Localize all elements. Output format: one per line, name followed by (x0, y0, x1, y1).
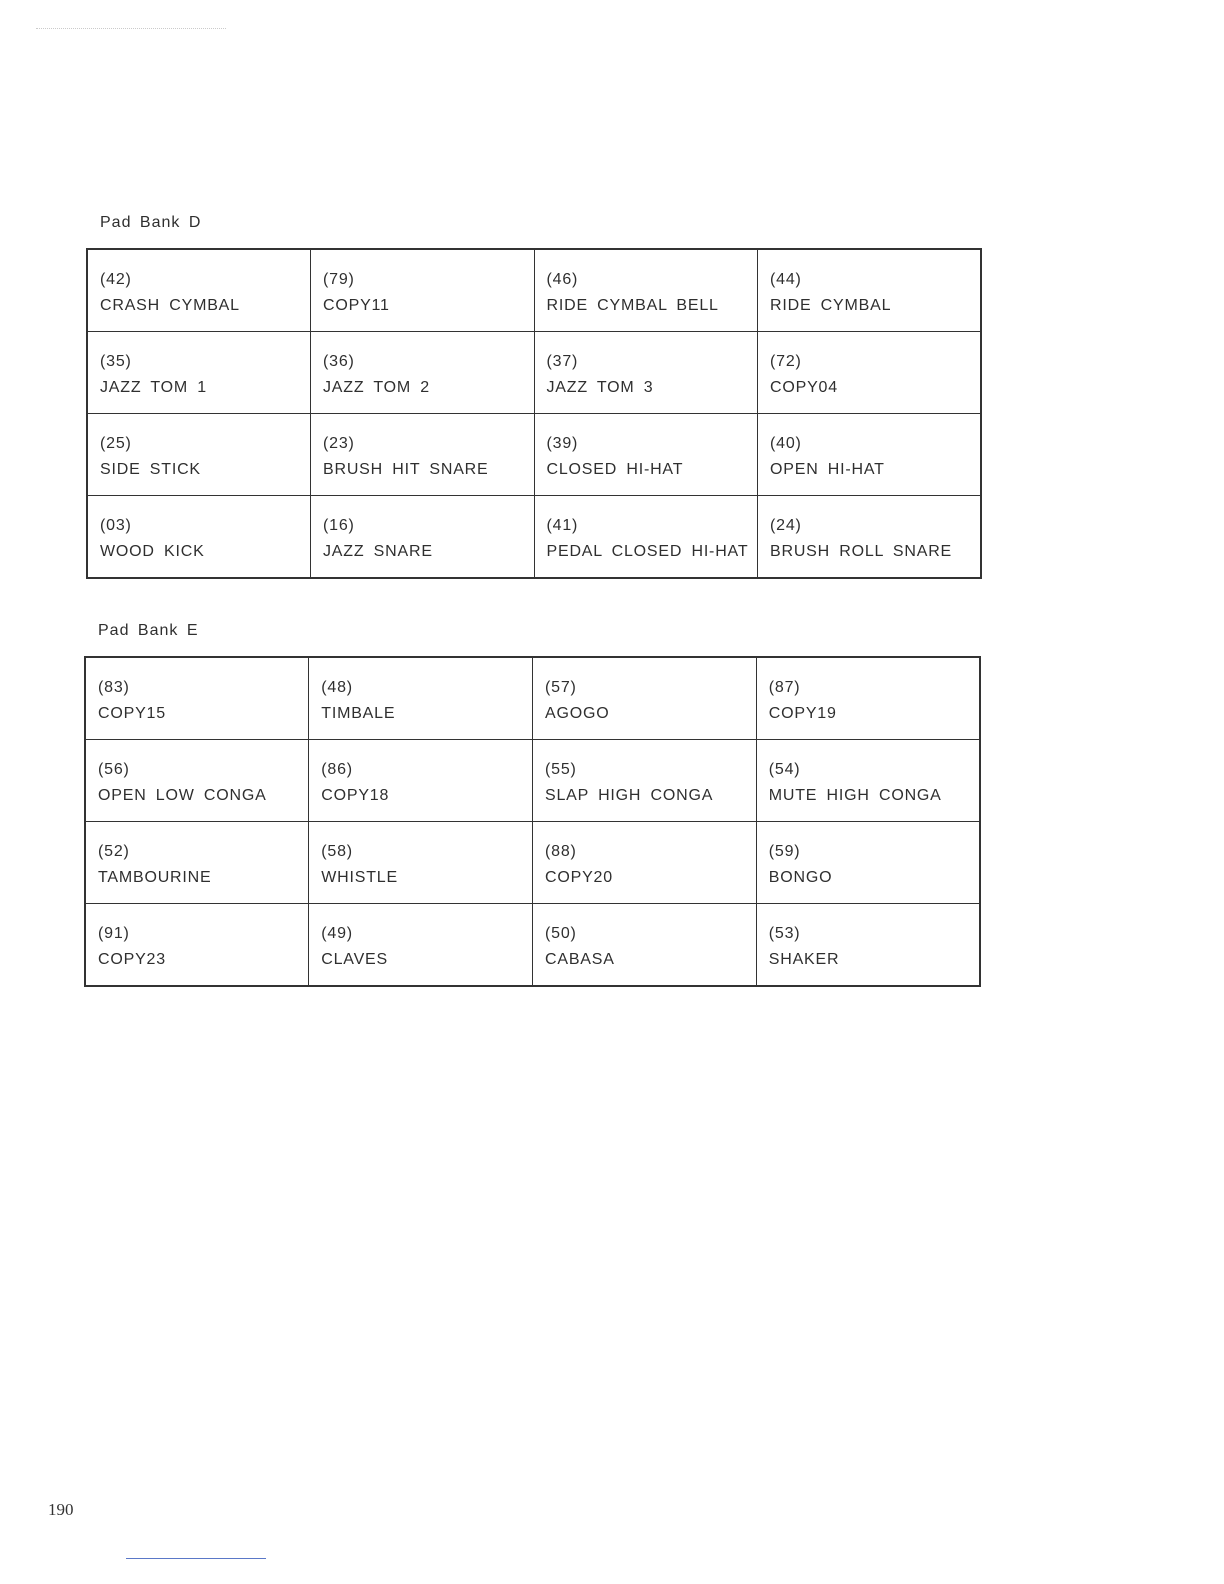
table-row (87, 249, 981, 332)
pad-number: (91) (98, 925, 130, 942)
pad-number: (50) (545, 925, 577, 942)
pad-bank-d-title: Pad Bank D (100, 214, 202, 231)
pad-cell (756, 740, 980, 822)
pad-sound-name: WOOD KICK (100, 543, 205, 560)
pad-sound-name: CABASA (545, 951, 615, 968)
pad-cell (309, 740, 533, 822)
pad-cell (87, 249, 311, 332)
pad-bank-d-table (86, 248, 982, 579)
table-row (85, 904, 980, 987)
pad-cell (534, 332, 758, 414)
pad-number: (39) (546, 435, 579, 452)
table-row (87, 414, 981, 496)
pad-sound-name: BRUSH HIT SNARE (323, 461, 489, 478)
pad-number: (37) (546, 353, 579, 370)
pad-number: (46) (546, 271, 579, 288)
pad-number: (44) (770, 271, 802, 288)
pad-sound-name: OPEN HI-HAT (770, 461, 885, 478)
pad-sound-name: COPY18 (321, 787, 390, 804)
pad-number: (23) (323, 435, 355, 452)
pad-number: (35) (100, 353, 132, 370)
pad-sound-name: COPY19 (768, 705, 837, 722)
pad-cell (758, 496, 982, 579)
pad-sound-name: SHAKER (768, 951, 840, 968)
pad-cell (534, 414, 758, 496)
pad-cell (87, 496, 311, 579)
pad-number: (57) (545, 679, 577, 696)
pad-bank-e-title: Pad Bank E (98, 622, 199, 639)
pad-cell (87, 414, 311, 496)
pad-sound-name: AGOGO (545, 705, 610, 722)
pad-cell (311, 249, 535, 332)
pad-sound-name: COPY15 (98, 705, 166, 722)
pad-cell (758, 414, 982, 496)
pad-sound-name: TIMBALE (321, 705, 396, 722)
pad-number: (53) (768, 925, 801, 942)
pad-cell (311, 496, 535, 579)
pad-sound-name: OPEN LOW CONGA (98, 787, 267, 804)
pad-sound-name: COPY11 (323, 297, 390, 314)
pad-cell (758, 332, 982, 414)
pad-number: (55) (545, 761, 577, 778)
table-row (85, 822, 980, 904)
pad-sound-name: TAMBOURINE (98, 869, 212, 886)
pad-number: (87) (768, 679, 801, 696)
pad-sound-name: SLAP HIGH CONGA (545, 787, 714, 804)
table-row (87, 496, 981, 579)
pad-cell (311, 332, 535, 414)
pad-sound-name: JAZZ TOM 3 (546, 379, 654, 396)
pad-number: (40) (770, 435, 802, 452)
pad-cell (85, 657, 309, 740)
pad-number: (36) (323, 353, 355, 370)
pad-number: (56) (98, 761, 130, 778)
pad-number: (58) (321, 843, 353, 860)
pad-sound-name: BRUSH ROLL SNARE (770, 543, 953, 560)
pad-sound-name: SIDE STICK (100, 461, 201, 478)
pad-sound-name: COPY23 (98, 951, 166, 968)
pad-number: (03) (100, 517, 132, 534)
pad-sound-name: BONGO (768, 869, 833, 886)
pad-sound-name: CLOSED HI-HAT (546, 461, 684, 478)
pad-number: (54) (768, 761, 801, 778)
pad-cell (87, 332, 311, 414)
pad-cell (756, 904, 980, 987)
pad-cell (758, 249, 982, 332)
pad-cell (309, 822, 533, 904)
pad-sound-name: MUTE HIGH CONGA (768, 787, 942, 804)
pad-cell (533, 740, 757, 822)
pad-number: (79) (323, 271, 355, 288)
pad-number: (25) (100, 435, 132, 452)
table-row (85, 740, 980, 822)
pad-sound-name: PEDAL CLOSED HI-HAT (546, 543, 749, 560)
pad-cell (309, 657, 533, 740)
pad-sound-name: JAZZ TOM 2 (323, 379, 430, 396)
page-number: 190 (48, 1500, 74, 1519)
pad-bank-e-table (84, 656, 981, 987)
pad-cell (311, 414, 535, 496)
pad-cell (533, 657, 757, 740)
pad-sound-name: RIDE CYMBAL (770, 297, 892, 314)
pad-cell (533, 904, 757, 987)
pad-sound-name: JAZZ SNARE (323, 543, 433, 560)
pad-sound-name: CLAVES (321, 951, 389, 968)
table-row (85, 657, 980, 740)
pad-cell (756, 657, 980, 740)
pad-cell (534, 496, 758, 579)
pad-number: (41) (546, 517, 579, 534)
pad-cell (85, 822, 309, 904)
pad-sound-name: COPY04 (770, 379, 838, 396)
header-smudge (36, 22, 226, 29)
pad-sound-name: RIDE CYMBAL BELL (546, 297, 719, 314)
pad-number: (42) (100, 271, 132, 288)
pad-cell (85, 904, 309, 987)
pad-cell (533, 822, 757, 904)
pad-cell (756, 822, 980, 904)
pad-number: (83) (98, 679, 130, 696)
pad-number: (86) (321, 761, 353, 778)
pad-number: (49) (321, 925, 353, 942)
pad-cell (309, 904, 533, 987)
pad-cell (534, 249, 758, 332)
table-row (87, 332, 981, 414)
pad-cell (85, 740, 309, 822)
pad-sound-name: JAZZ TOM 1 (100, 379, 207, 396)
pad-sound-name: WHISTLE (321, 869, 398, 886)
pad-sound-name: COPY20 (545, 869, 613, 886)
pad-number: (88) (545, 843, 577, 860)
pad-sound-name: CRASH CYMBAL (100, 297, 240, 314)
pad-number: (52) (98, 843, 130, 860)
pad-number: (72) (770, 353, 802, 370)
pad-number: (16) (323, 517, 355, 534)
pad-number: (24) (770, 517, 802, 534)
pad-number: (59) (768, 843, 801, 860)
footer-rule (126, 1558, 266, 1559)
pad-number: (48) (321, 679, 353, 696)
